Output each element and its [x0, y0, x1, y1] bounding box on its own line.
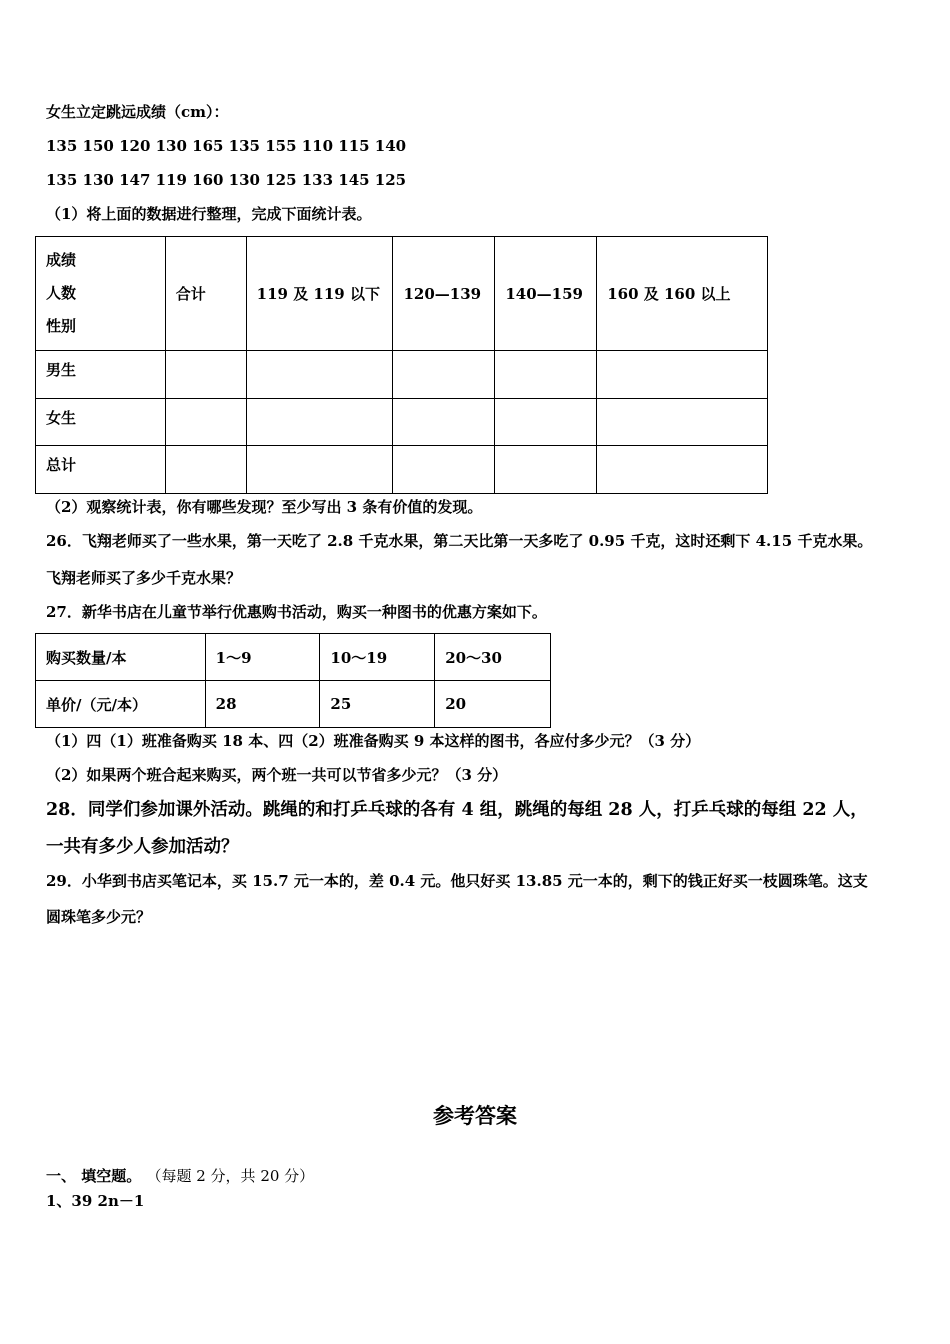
girls-scores-row-1: 135 150 120 130 165 135 155 110 115 140	[46, 137, 407, 155]
stats-header-row	[36, 237, 768, 351]
price-value-10-19: 25	[320, 681, 435, 728]
table-row	[36, 399, 768, 446]
girls-scores-row-2: 135 130 147 119 160 130 125 133 145 125	[46, 171, 407, 189]
stats-corner-cell	[36, 237, 166, 351]
price-header-1-9: 1～9	[205, 634, 320, 681]
corner-label-gender: 性别	[46, 317, 77, 335]
q26-line-2: 飞翔老师买了多少千克水果？	[46, 569, 242, 587]
price-value-1-9: 28	[205, 681, 320, 728]
col-header-140-159: 140—159	[495, 237, 597, 351]
table-cell[interactable]	[597, 351, 768, 399]
section-1-heading	[46, 1166, 314, 1186]
q29-line-2: 圆珠笔多少元？	[46, 908, 152, 926]
row-label-total: 总计	[36, 446, 166, 494]
table-cell[interactable]	[165, 399, 246, 446]
table-row	[36, 634, 551, 681]
table-row	[36, 681, 551, 728]
corner-label-score: 成绩	[46, 251, 77, 269]
table-row	[36, 446, 768, 494]
table-cell[interactable]	[393, 446, 495, 494]
q29-line-1: 29．小华到书店买笔记本，买 15.7 元一本的，差 0.4 元。他只好买 13.85 元一本的，剩下的钱正好买一枝圆珠笔。这支	[46, 872, 868, 890]
table-cell[interactable]	[393, 351, 495, 399]
price-header-10-19: 10～19	[320, 634, 435, 681]
price-header-quantity: 购买数量/本	[36, 634, 206, 681]
q28-line-1: 28．同学们参加课外活动。跳绳的和打乒乓球的各有 4 组，跳绳的每组 28 人，打乒乓球的每组 22 人，	[46, 800, 868, 820]
table-cell[interactable]	[597, 446, 768, 494]
corner-label-count: 人数	[46, 284, 77, 302]
table-cell[interactable]	[495, 399, 597, 446]
table-cell[interactable]	[495, 446, 597, 494]
row-label-girls: 女生	[36, 399, 166, 446]
col-header-total: 合计	[165, 237, 246, 351]
q27-intro: 27．新华书店在儿童节举行优惠购书活动，购买一种图书的优惠方案如下。	[46, 603, 547, 621]
table-cell[interactable]	[165, 446, 246, 494]
q27-part-2: （2）如果两个班合起来购买，两个班一共可以节省多少元？（3 分）	[46, 766, 508, 784]
table-row	[36, 351, 768, 399]
section-1-note: （每题 2 分，共 20 分）	[146, 1167, 315, 1185]
q25-part-2: （2）观察统计表，你有哪些发现？至少写出 3 条有价值的发现。	[46, 498, 483, 516]
table-cell[interactable]	[246, 399, 393, 446]
row-label-boys: 男生	[36, 351, 166, 399]
table-cell[interactable]	[165, 351, 246, 399]
section-1-prefix: 一、 填空题。	[46, 1167, 142, 1185]
price-value-20-30: 20	[435, 681, 551, 728]
col-header-119-below: 119 及 119 以下	[246, 237, 393, 351]
q25-part-1: （1）将上面的数据进行整理，完成下面统计表。	[46, 205, 372, 223]
price-table	[35, 633, 551, 728]
girls-header: 女生立定跳远成绩（cm）：	[46, 103, 229, 121]
price-header-20-30: 20～30	[435, 634, 551, 681]
col-header-120-139: 120—139	[393, 237, 495, 351]
col-header-160-above: 160 及 160 以上	[597, 237, 768, 351]
q28-line-2: 一共有多少人参加活动？	[46, 837, 239, 857]
stats-table	[35, 236, 768, 494]
q26-line-1: 26．飞翔老师买了一些水果，第一天吃了 2.8 千克水果，第二天比第一天多吃了 0.95 千克，这时还剩下 4.15 千克水果。	[46, 532, 873, 550]
price-row-label: 单价/（元/本）	[36, 681, 206, 728]
table-cell[interactable]	[393, 399, 495, 446]
answer-1: 1、39 2n－1	[46, 1192, 145, 1210]
table-cell[interactable]	[597, 399, 768, 446]
table-cell[interactable]	[246, 446, 393, 494]
table-cell[interactable]	[495, 351, 597, 399]
answer-title: 参考答案	[433, 1104, 517, 1128]
table-cell[interactable]	[246, 351, 393, 399]
q27-part-1: （1）四（1）班准备购买 18 本、四（2）班准备购买 9 本这样的图书，各应付多少元？（3 分）	[46, 732, 701, 750]
